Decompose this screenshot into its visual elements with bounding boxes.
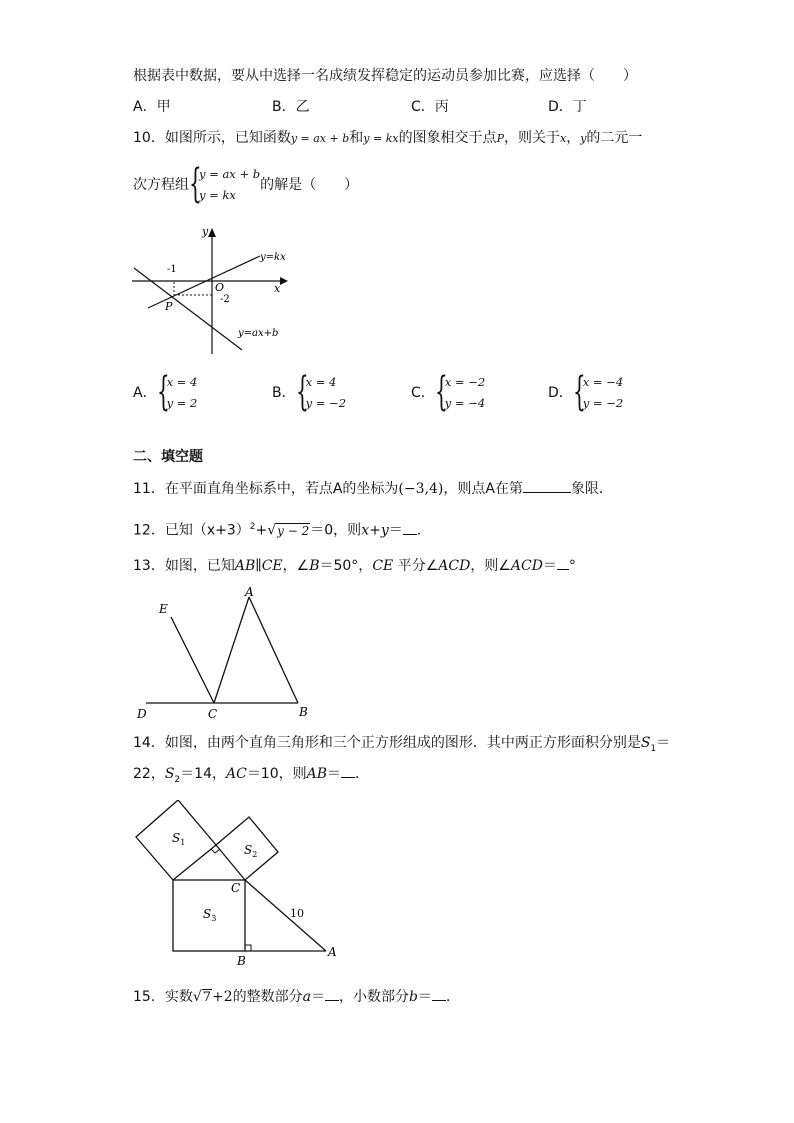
q10-line-kx-label: y=kx (260, 252, 286, 263)
q13-label-b: B (299, 705, 308, 719)
q10-option-d: D． { x = −4 y = −2 (548, 369, 624, 415)
q9-option-d: D．丁 (548, 99, 587, 115)
q15-stem: 15．实数√7+2的整数部分a＝ ，小数部分b＝ ． (133, 986, 460, 1008)
q13-label-a: A (245, 585, 254, 599)
q13-answer-blank (557, 555, 569, 570)
q13-label-c: C (208, 707, 218, 721)
q10-minus1-label: -1 (167, 264, 177, 275)
q10-option-c: C． { x = −2 y = −4 (411, 369, 486, 415)
q10-line-axb-label: y=ax+b (238, 328, 279, 339)
q9-option-c: C．丙 (411, 99, 449, 115)
q10-origin-label: O (215, 281, 225, 294)
q13-label-e: E (159, 602, 168, 616)
q9-stem: 根据表中数据，要从中选择一名成绩发挥稳定的运动员参加比赛，应选择（ ） (133, 68, 637, 84)
q11-stem: 11．在平面直角坐标系中，若点A的坐标为(−3,4)，则点A在第 象限． (133, 478, 613, 499)
q14-stem-line2: 22，$S_2=14$，AC＝10，则AB＝ ． (133, 763, 369, 790)
q15-answer-blank-a (325, 986, 339, 1001)
q14-label-a: A (328, 945, 337, 959)
section-heading-fill-blank: 二、填空题 (133, 449, 203, 465)
q10-y-axis-label: y (202, 225, 209, 238)
q13-label-d: D (137, 707, 147, 721)
q10-equation-system: { y = ax + b y = kx (189, 161, 261, 207)
q9-option-b: B．乙 (272, 99, 310, 115)
q12-stem: 12．已知$(x+3)^2+√y - 2=0$，则x+y＝ ． (133, 517, 431, 541)
q13-stem: 13．如图，已知AB∥CE，∠B＝50°，CE 平分∠ACD，则∠ACD＝ ° (133, 555, 576, 576)
q11-answer-blank (523, 478, 571, 493)
q9-option-a: A．甲 (133, 99, 171, 115)
q10-stem-line1: 10．如图所示，已知函数y = ax + b和y = kx的图象相交于点P，则关于x，y的二元一 (133, 130, 643, 146)
q13-triangle-figure (130, 582, 320, 724)
q14-label-s3: $S_3$ (203, 907, 217, 923)
q14-answer-blank (341, 763, 355, 778)
q14-stem-line1: 14．如图，由两个直角三角形和三个正方形组成的图形．其中两正方形面积分别是$S_1=$ (133, 735, 671, 754)
q12-answer-blank (403, 520, 417, 535)
q14-label-c: C (231, 881, 241, 895)
q10-point-p-label: P (165, 300, 173, 313)
q15-answer-blank-b (432, 986, 446, 1001)
q14-label-s2: $S_2$ (244, 843, 258, 859)
q14-label-s1: $S_1$ (172, 831, 186, 847)
q10-x-axis-label: x (274, 282, 281, 295)
q10-stem-line2: 次方程组 { y = ax + b y = kx 的解是（ ） (133, 161, 359, 207)
q10-minus2-label: -2 (220, 294, 230, 305)
q14-label-10: 10 (290, 907, 304, 920)
q10-option-a: A． { x = 4 y = 2 (133, 369, 198, 415)
q14-label-b: B (237, 954, 246, 968)
q14-squares-figure (130, 800, 350, 970)
q10-function-graph (130, 222, 300, 357)
q10-option-b: B． { x = 4 y = −2 (272, 369, 347, 415)
